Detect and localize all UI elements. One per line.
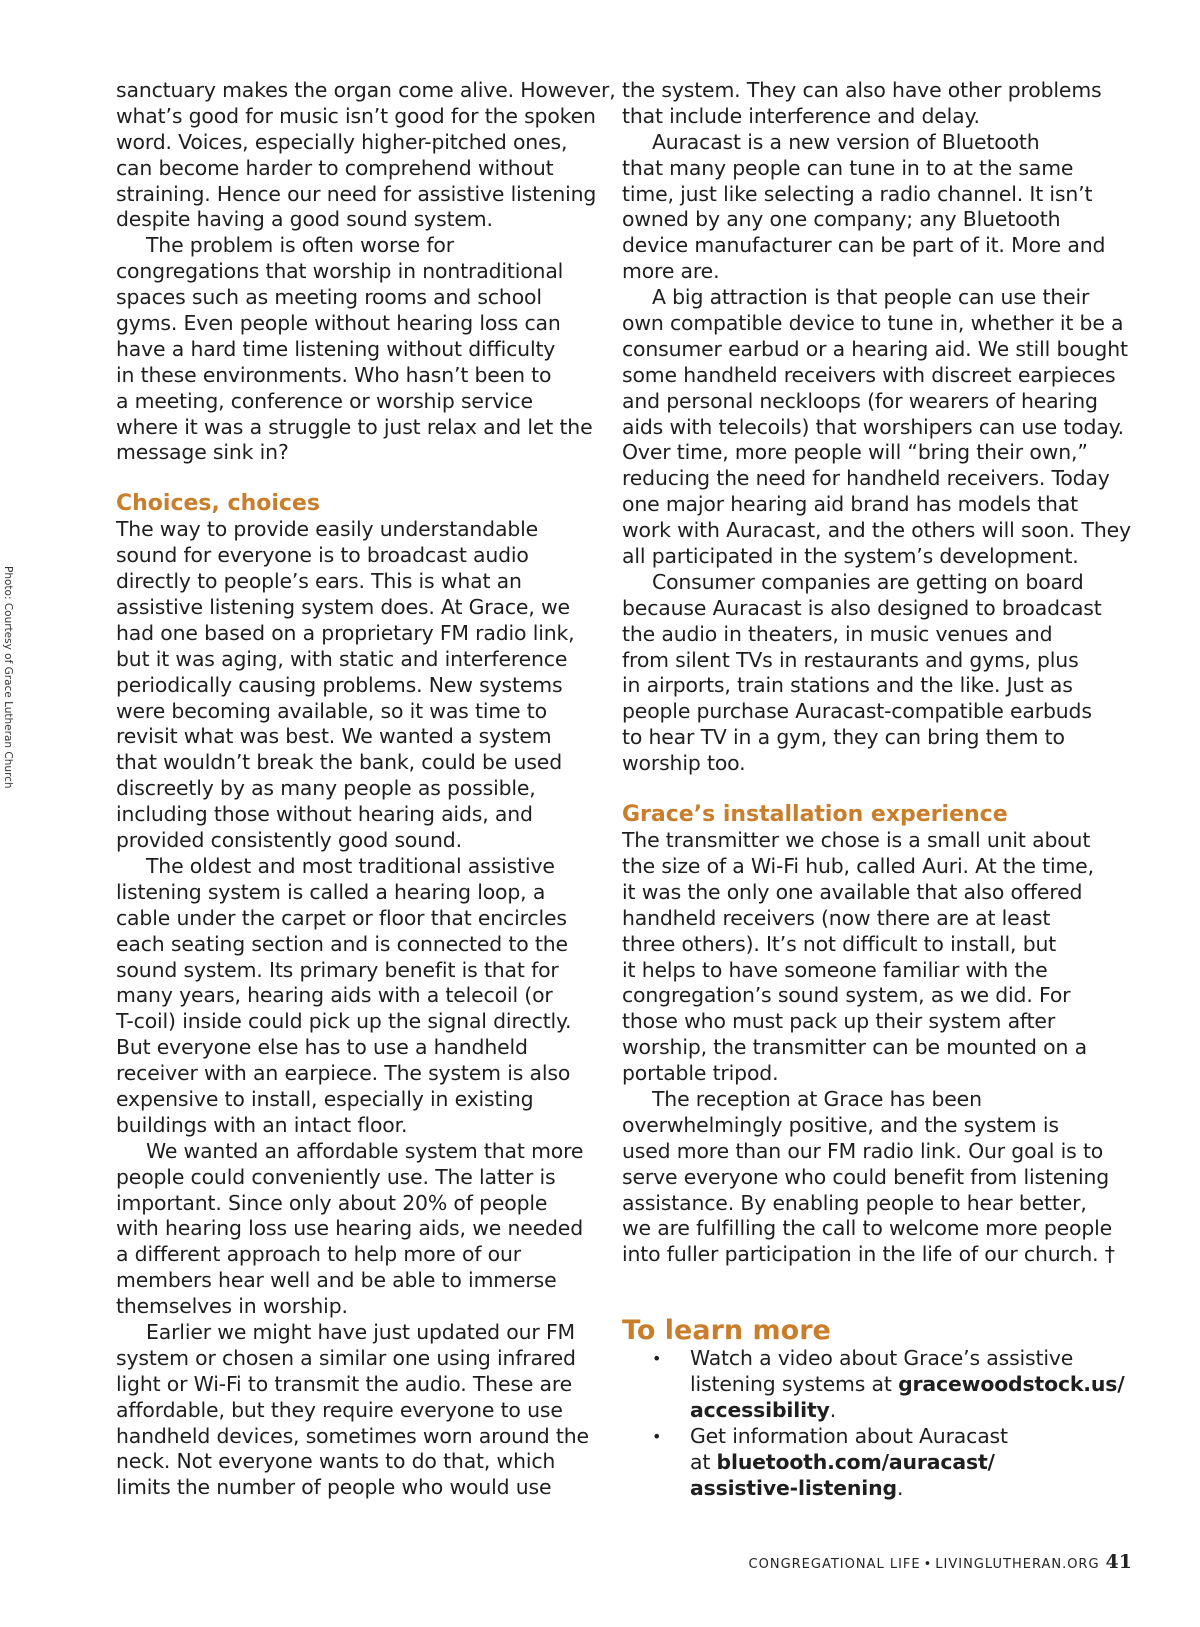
text-line: many years, hearing aids with a telecoil (or [116, 983, 553, 1008]
text-line: into fuller participation in the life of our church. † [622, 1242, 1115, 1267]
text-line: including those without hearing aids, and [116, 802, 533, 827]
text-line: The problem is often worse for [146, 233, 454, 258]
text-line: were becoming available, so it was time to [116, 698, 547, 723]
text-line: discreetly by as many people as possible, [116, 776, 536, 801]
paragraph [116, 1320, 596, 1501]
text-line: congregations that worship in nontraditional [116, 259, 564, 284]
text-line: the audio in theaters, in music venues and [622, 621, 1053, 646]
paragraph [116, 233, 596, 466]
text-line: themselves in worship. [116, 1294, 348, 1319]
paragraph [116, 78, 616, 233]
text-line: work with Auracast, and the others will soon. They [622, 518, 1131, 543]
text-line: worship too. [622, 751, 746, 776]
text-line: buildings with an intact floor. [116, 1112, 408, 1137]
text-line: device manufacturer can be part of it. More and [622, 233, 1106, 258]
text-line: revisit what was best. We wanted a system [116, 724, 552, 749]
photo-credit-text: Photo: Courtesy of Grace Lutheran Church [2, 566, 14, 789]
section-heading-installation: Grace’s installation experience [622, 802, 1008, 828]
text-line: expensive to install, especially in existing [116, 1086, 534, 1111]
paragraph [622, 285, 1131, 570]
text-line: sound system. Its primary benefit is that for [116, 957, 559, 982]
text-line: it was the only one available that also offered [622, 879, 1083, 904]
text-line: We wanted an affordable system that more [146, 1138, 584, 1163]
photo-credit [0, 566, 20, 806]
text-line: the system. They can also have other problems [622, 78, 1102, 102]
text-line: Get information about Auracast [690, 1423, 1008, 1448]
paragraph [116, 854, 596, 1139]
text-line: consumer earbud or a hearing aid. We still bought [622, 336, 1128, 361]
text-line: and personal neckloops (for wearers of hearing [622, 388, 1098, 413]
text-line: can become harder to comprehend without [116, 155, 554, 180]
text-line: have a hard time listening without difficulty [116, 336, 556, 361]
text-line: had one based on a proprietary FM radio link, [116, 620, 575, 645]
bullet-icon: • [652, 1349, 662, 1369]
text-line: all participated in the system’s development. [622, 544, 1079, 569]
text-line: that wouldn’t break the bank, could be used [116, 750, 562, 775]
bullet-icon: • [652, 1426, 662, 1446]
text-line: assistance. By enabling people to hear better, [622, 1190, 1087, 1215]
text-line: listening system is called a hearing loop, a [116, 879, 546, 904]
text-line: T-coil) inside could pick up the signal directly. [116, 1009, 572, 1034]
text-line: used more than our FM radio link. Our goal is to [622, 1138, 1104, 1163]
text-line: provided consistently good sound. [116, 828, 462, 853]
text-line: word. Voices, especially higher-pitched ones, [116, 129, 568, 154]
text-line: But everyone else has to use a handheld [116, 1035, 528, 1060]
text-line: portable tripod. [622, 1061, 779, 1086]
learn-more-heading: To learn more [622, 1315, 831, 1347]
text-line [690, 1372, 1125, 1398]
text-line: Watch a video about Grace’s assistive [690, 1346, 1074, 1371]
text-line: The reception at Grace has been [652, 1086, 982, 1111]
right-column [622, 78, 1131, 1502]
text-line: The transmitter we chose is a small unit about [622, 828, 1091, 853]
text-line: system or chosen a similar one using infrared [116, 1345, 576, 1370]
footer-section: CONGREGATIONAL LIFE [748, 1557, 921, 1572]
text-line: in these environments. Who hasn’t been to [116, 362, 552, 387]
text-line: sanctuary makes the organ come alive. However, [116, 78, 616, 102]
text-line: handheld receivers (now there are at least [622, 905, 1051, 930]
bluetooth-url-link[interactable]: bluetooth.com/auracast/ [716, 1449, 995, 1474]
page-footer [749, 1551, 1132, 1573]
paragraph [116, 1139, 596, 1320]
text-line [690, 1398, 1092, 1424]
text-line: Auracast is a new version of Bluetooth [652, 129, 1040, 154]
text-line: the size of a Wi-Fi hub, called Auri. At the time, [622, 853, 1094, 878]
text-line: some handheld receivers with discreet earpieces [622, 362, 1116, 387]
text-line: to hear TV in a gym, they can bring them to [622, 725, 1065, 750]
text-span: . [896, 1475, 904, 1500]
text-line: reducing the need for handheld receivers. Today [622, 466, 1110, 491]
text-line: but it was aging, with static and interference [116, 646, 568, 671]
text-line: cable under the carpet or floor that encircles [116, 905, 567, 930]
text-line: members hear well and be able to immerse [116, 1268, 557, 1293]
learn-more-list [622, 1346, 1125, 1501]
text-line: assistive listening system does. At Grace, we [116, 595, 570, 620]
learn-more-item [622, 1346, 1125, 1424]
text-line: each seating section and is connected to the [116, 931, 568, 956]
text-line: spaces such as meeting rooms and school [116, 285, 542, 310]
text-line: directly to people’s ears. This is what an [116, 569, 522, 594]
text-line: overwhelmingly positive, and the system is [622, 1112, 1059, 1137]
text-line: The oldest and most traditional assistive [146, 853, 555, 878]
text-line: three others). It’s not difficult to install, but [622, 931, 1057, 956]
footer-site: LIVINGLUTHERAN.ORG [935, 1557, 1100, 1572]
text-line: a different approach to help more of our [116, 1242, 521, 1267]
text-line: with hearing loss use hearing aids, we needed [116, 1216, 583, 1241]
text-line: straining. Hence our need for assistive listening [116, 181, 597, 206]
text-line: serve everyone who could benefit from listening [622, 1164, 1110, 1189]
text-line: in airports, train stations and the like. Just as [622, 673, 1073, 698]
paragraph [622, 129, 1106, 285]
text-line: more are. [622, 259, 720, 284]
text-line: important. Since only about 20% of people [116, 1190, 548, 1215]
text-line: that many people can tune in to at the same [622, 155, 1074, 180]
grace-url-link-continued[interactable]: accessibility [690, 1397, 830, 1422]
text-line: neck. Not everyone wants to do that, which [116, 1449, 556, 1474]
text-span: at [690, 1449, 717, 1474]
text-line: it helps to have someone familiar with the [622, 957, 1048, 982]
text-line [690, 1450, 1092, 1476]
text-line: a meeting, conference or worship service [116, 388, 533, 413]
text-line: Earlier we might have just updated our FM [146, 1319, 575, 1344]
text-line: message sink in? [116, 440, 289, 465]
grace-url-link[interactable]: gracewoodstock.us/ [898, 1372, 1125, 1397]
text-span: listening systems at [690, 1372, 899, 1397]
paragraph [622, 828, 1092, 1087]
text-line: what’s good for music isn’t good for the spoken [116, 103, 596, 128]
paragraph [622, 78, 1102, 130]
text-line: from silent TVs in restaurants and gyms, plus [622, 647, 1079, 672]
text-line: affordable, but they require everyone to use [116, 1397, 563, 1422]
text-line: despite having a good sound system. [116, 207, 493, 232]
text-line: aids with telecoils) that worshipers can use today. [622, 414, 1124, 439]
text-line: owned by any one company; any Bluetooth [622, 207, 1061, 232]
bluetooth-url-link-continued[interactable]: assistive-listening [690, 1475, 897, 1500]
text-line: time, just like selecting a radio channel. It isn’t [622, 181, 1093, 206]
text-line: handheld devices, sometimes worn around the [116, 1423, 589, 1448]
text-line: Over time, more people will “bring their own,” [622, 440, 1088, 465]
text-line: receiver with an earpiece. The system is also [116, 1061, 571, 1086]
text-line: The way to provide easily understandable [116, 517, 539, 542]
text-line: A big attraction is that people can use their [652, 285, 1090, 310]
text-line: worship, the transmitter can be mounted on a [622, 1035, 1087, 1060]
text-line: where it was a struggle to just relax and let the [116, 414, 593, 439]
text-line: those who must pack up their system after [622, 1009, 1056, 1034]
left-column [116, 78, 616, 1501]
paragraph [622, 1086, 1115, 1268]
text-line: one major hearing aid brand has models that [622, 492, 1078, 517]
text-line: people could conveniently use. The latter is [116, 1164, 556, 1189]
paragraph [116, 517, 596, 854]
learn-more-item [622, 1424, 1092, 1502]
text-line: because Auracast is also designed to broadcast [622, 595, 1102, 620]
text-line: limits the number of people who would use [116, 1475, 552, 1500]
text-line: congregation’s sound system, as we did. For [622, 983, 1071, 1008]
text-line: people purchase Auracast-compatible earbuds [622, 699, 1092, 724]
text-line: light or Wi-Fi to transmit the audio. These are [116, 1371, 573, 1396]
text-line: sound for everyone is to broadcast audio [116, 543, 529, 568]
text-line: we are fulfilling the call to welcome more people [622, 1216, 1113, 1241]
text-line: Consumer companies are getting on board [652, 569, 1084, 594]
text-line: gyms. Even people without hearing loss can [116, 311, 561, 336]
text-line: that include interference and delay. [622, 103, 980, 128]
footer-separator: • [923, 1557, 933, 1572]
section-heading-choices: Choices, choices [116, 491, 320, 517]
text-line: own compatible device to tune in, whether it be a [622, 311, 1124, 336]
text-line [690, 1476, 1092, 1502]
text-span: . [829, 1397, 837, 1422]
page-number: 41 [1105, 1551, 1132, 1573]
text-line: periodically causing problems. New systems [116, 672, 563, 697]
paragraph [622, 569, 1102, 777]
